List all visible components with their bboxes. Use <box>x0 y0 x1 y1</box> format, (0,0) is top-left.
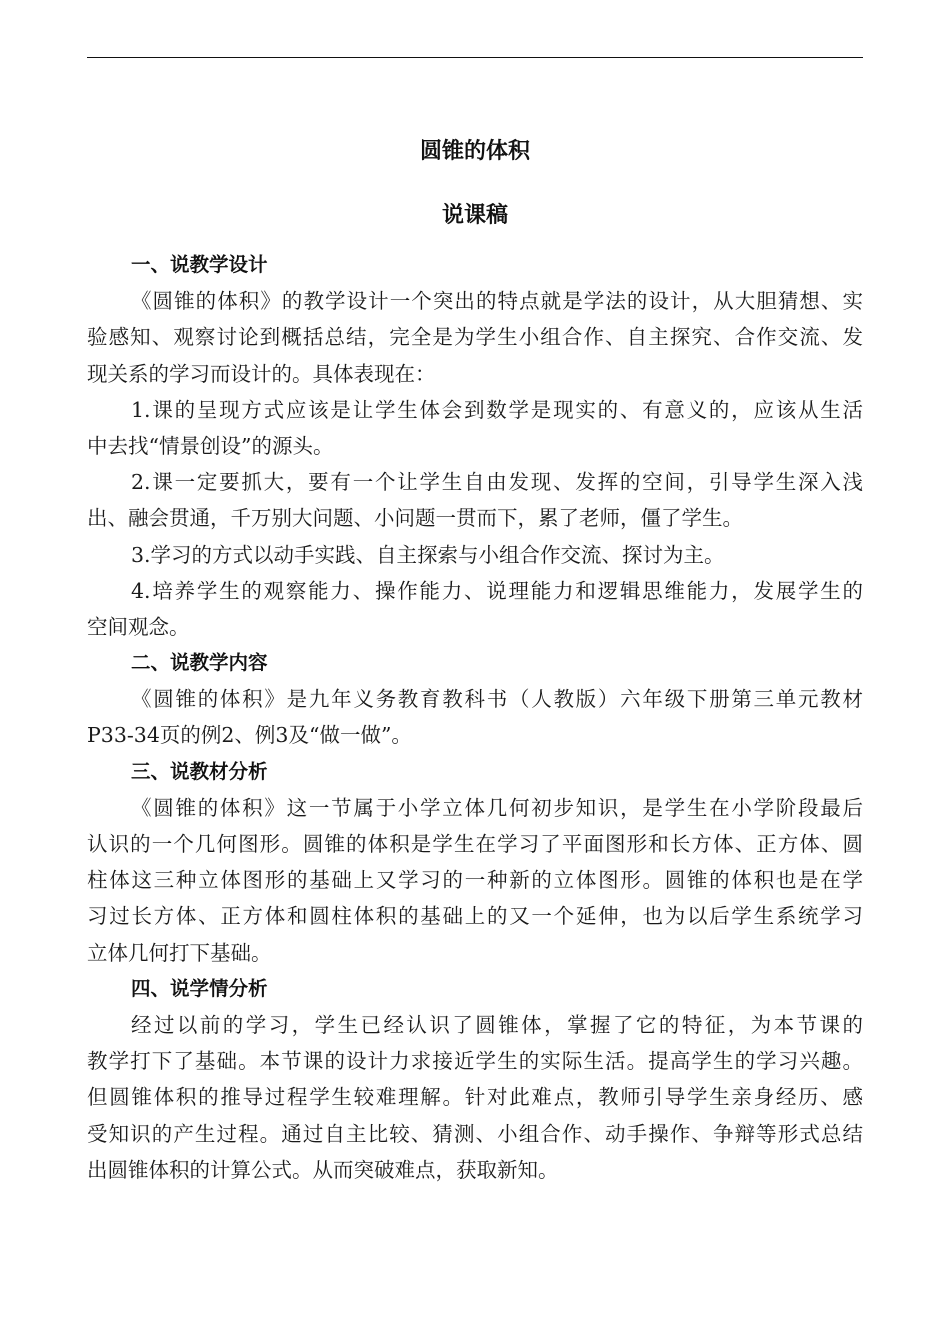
paragraph-line: P33-34页的例2、例3及“做一做”。 <box>87 723 412 748</box>
paragraph <box>87 681 863 753</box>
paragraph-line: 认识的一个几何图形。圆锥的体积是学生在学习了平面图形和长方体、正方体、圆 <box>87 832 863 856</box>
paragraph-line: 验感知、观察讨论到概括总结，完全是为学生小组合作、自主探究、合作交流、发 <box>87 325 863 350</box>
paragraph-line: 经过以前的学习，学生已经认识了圆锥体，掌握了它的特征，为本节课的 <box>131 1012 863 1037</box>
paragraph-line: 1.课的呈现方式应该是让学生体会到数学是现实的、有意义的，应该从生活 <box>131 397 863 422</box>
document-subtitle: 说课稿 <box>441 203 508 228</box>
paragraph-line: 中去找“情景创设”的源头。 <box>87 433 334 458</box>
header-rule <box>87 57 863 58</box>
paragraph <box>87 573 863 645</box>
paragraph-line: 柱体这三种立体图形的基础上又学习的一种新的立体图形。圆锥的体积也是在学 <box>87 868 863 893</box>
paragraph-line: 立体几何打下基础。 <box>87 940 272 965</box>
paragraph-line: 习过长方体、正方体和圆柱体积的基础上的又一个延伸，也为以后学生系统学习 <box>87 904 863 929</box>
paragraph-line: 受知识的产生过程。通过自主比较、猜测、小组合作、动手操作、争辩等形式总结 <box>87 1121 863 1146</box>
paragraph <box>87 392 863 464</box>
paragraph-line: 出圆锥体积的计算公式。从而突破难点，获取新知。 <box>87 1157 559 1182</box>
paragraph-line: 出、融会贯通，千万别大问题、小问题一贯而下，累了老师，僵了学生。 <box>87 506 743 531</box>
paragraph <box>87 537 863 573</box>
paragraph-line: 3.学习的方式以动手实践、自主探索与小组合作交流、探讨为主。 <box>131 542 725 567</box>
paragraph-line: 2.课一定要抓大，要有一个让学生自由发现、发挥的空间，引导学生深入浅 <box>131 470 863 495</box>
paragraph <box>87 283 863 392</box>
paragraph-line: 现关系的学习而设计的。具体表现在： <box>87 361 436 386</box>
paragraph-line: 4.培养学生的观察能力、操作能力、说理能力和逻辑思维能力，发展学生的 <box>131 578 863 603</box>
paragraph-line: 但圆锥体积的推导过程学生较难理解。针对此难点，教师引导学生亲身经历、感 <box>87 1085 863 1110</box>
document-body <box>87 247 863 1188</box>
paragraph <box>87 790 863 971</box>
paragraph <box>87 1007 863 1188</box>
document-title: 圆锥的体积 <box>419 139 530 164</box>
section-heading: 三、说教材分析 <box>131 759 268 783</box>
paragraph-line: 教学打下了基础。本节课的设计力求接近学生的实际生活。提高学生的学习兴趣。 <box>87 1049 863 1074</box>
paragraph <box>87 464 863 536</box>
paragraph-line: 《圆锥的体积》这一节属于小学立体几何初步知识，是学生在小学阶段最后 <box>131 795 863 820</box>
section-heading: 四、说学情分析 <box>131 976 268 1000</box>
section-heading: 一、说教学设计 <box>131 253 268 276</box>
paragraph-line: 《圆锥的体积》的教学设计一个突出的特点就是学法的设计，从大胆猜想、实 <box>131 289 863 314</box>
paragraph-line: 《圆锥的体积》是九年义务教育教科书（人教版）六年级下册第三单元教材 <box>131 687 863 712</box>
section-heading: 二、说教学内容 <box>131 651 268 675</box>
paragraph-line: 空间观念。 <box>87 614 190 639</box>
